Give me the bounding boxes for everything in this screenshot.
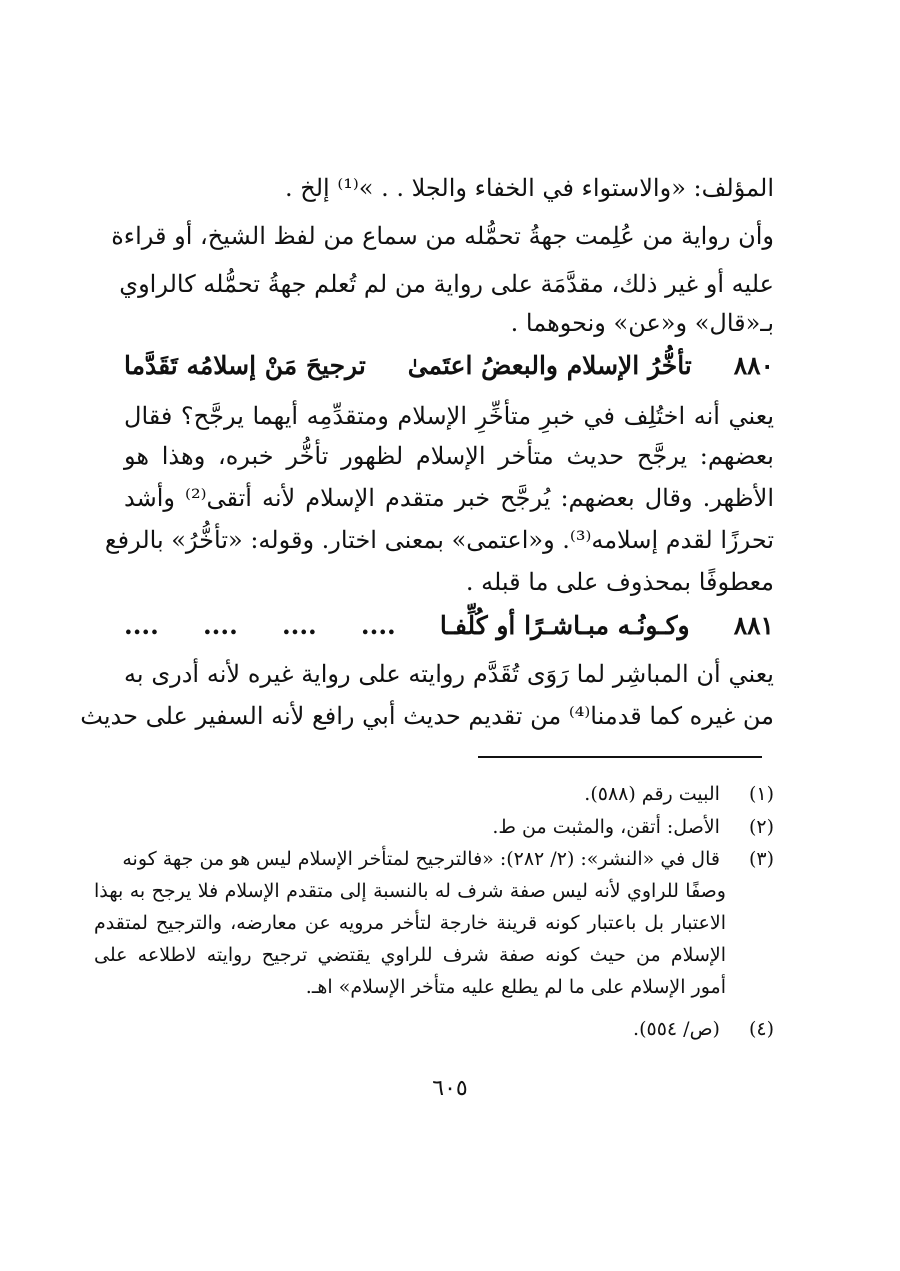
body-line: تحرزًا لقدم إسلامه⁽³⁾. و«اعتمى» بمعنى اختار. وقوله: «تأخُّرُ» بالرفع [104,526,774,554]
verse-dots: .... [124,611,159,640]
footnote-text: (ص/ ٥٥٤). [633,1018,720,1040]
body-line: من غيره كما قدمنا⁽⁴⁾ من تقديم حديث أبي رافع لأنه السفير على حديث [80,702,774,730]
verse-hemistich-2: ترجيحَ مَنْ إسلامُه تَقَدَّما [124,351,366,380]
footnote-line: أمور الإسلام على ما لم يطلع عليه متأخر الإسلام» اهـ. [305,976,726,998]
body-line: عليه أو غير ذلك، مقدَّمَة على رواية من لم تُعلم جهةُ تحمُّله كالراوي [119,270,774,298]
body-line: وأن رواية من عُلِمت جهةُ تحمُّله من سماع من لفظ الشيخ، أو قراءة [111,222,774,250]
body-line: يعني أنه اختُلِف في خبرِ متأخِّرِ الإسلام ومتقدِّمِه أيهما يرجَّح؟ فقال [124,402,774,430]
footnote-text: البيت رقم (٥٨٨). [584,783,720,805]
footnote-number: (٤) [748,1018,774,1040]
body-line: المؤلف: «والاستواء في الخفاء والجلا . . »⁽¹⁾ إلخ . [284,174,774,202]
verse-dots: .... [281,611,317,640]
footnote-4 [94,1014,774,1045]
footnote-number: (٢) [748,816,774,838]
verse-number: ٨٨١ [733,611,774,640]
footnote-3 [94,844,774,875]
body-line: بـ«قال» و«عن» ونحوهما . [510,309,774,337]
verse-880 [124,346,774,386]
verse-881 [124,606,774,646]
footnote-number: (١) [748,783,774,805]
footnote-separator [478,756,762,758]
verse-hemistich-1: وكـونُـه مبـاشـرًا أو كُلِّفـا [439,611,690,640]
footnote-line: وصفًا للراوي لأنه ليس صفة شرف له بالنسبة إلى متقدم الإسلام فلا يرجح به بهذا [94,880,726,902]
footnote-text: الأصل: أتقن، والمثبت من ط. [492,816,720,838]
footnote-2 [94,812,774,843]
page-number: ٦٠٥ [432,1076,468,1101]
footnote-number: (٣) [748,848,774,870]
footnote-line: الاعتبار بل باعتبار كونه قرينة خارجة لتأخر مرويه عن معارضه، والترجيح لمتقدم [94,912,726,934]
footnote-text: قال في «النشر»: (٢/ ٢٨٢): «فالترجيح لمتأخر الإسلام ليس هو من جهة كونه [122,848,720,870]
verse-dots: .... [202,611,238,640]
body-line: يعني أن المباشِر لما رَوَى تُقَدَّم روايته على رواية غيره لأنه أدرى به [124,660,774,688]
body-line: بعضهم: يرجَّح حديث متأخر الإسلام لظهور تأخُّر خبره، وهذا هو [124,442,774,470]
body-line: معطوفًا بمحذوف على ما قبله . [465,568,774,596]
body-line: الأظهر. وقال بعضهم: يُرجَّح خبر متقدم الإسلام لأنه أتقى⁽²⁾ وأشد [124,484,774,512]
verse-hemistich-1: تأخُّرُ الإسلام والبعضُ اعتَمىٰ [407,351,692,380]
footnote-1 [94,779,774,810]
verse-number: ٨٨٠ [733,351,774,380]
footnote-line: الإسلام من حيث كونه صفة شرف للراوي يقتضي ترجيح روايته لاطلاعه على [94,944,726,966]
verse-dots: .... [360,611,396,640]
